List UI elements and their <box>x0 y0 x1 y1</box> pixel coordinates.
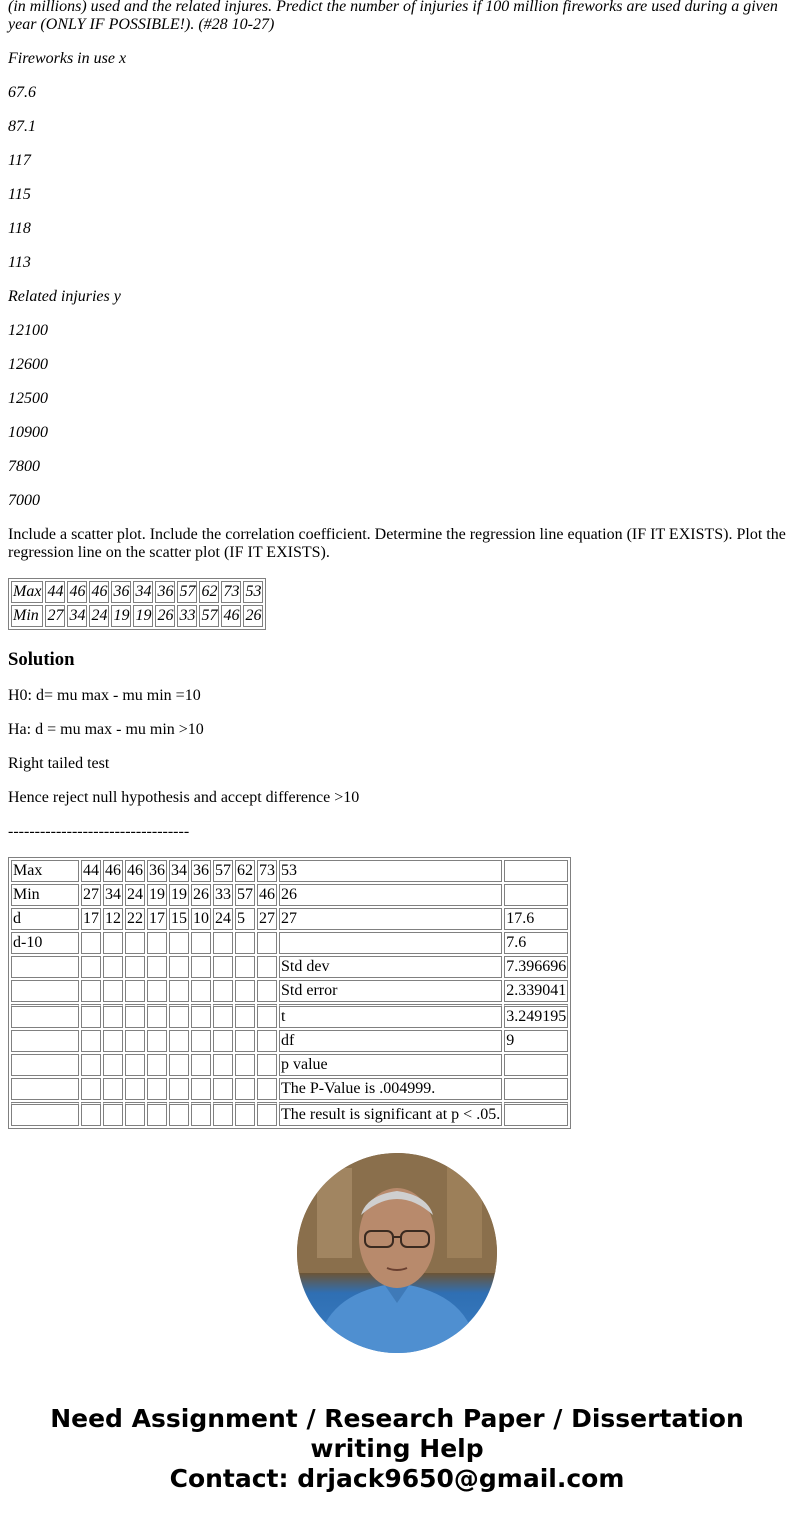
table-cell <box>504 884 568 906</box>
table-cell <box>81 1102 101 1126</box>
table-cell: 15 <box>169 908 189 930</box>
table-cell <box>11 980 79 1002</box>
table-cell <box>11 956 79 978</box>
table-cell: 10 <box>191 908 211 930</box>
table-cell: 46 <box>89 581 109 603</box>
table-cell <box>147 956 167 978</box>
table-cell: 62 <box>199 581 219 603</box>
table-cell <box>147 932 167 954</box>
table-cell <box>147 1102 167 1126</box>
table-cell: 12 <box>103 908 123 930</box>
table-cell <box>169 1030 189 1052</box>
table-cell: 36 <box>111 581 131 603</box>
table-cell <box>103 1102 123 1126</box>
table-cell <box>169 1054 189 1076</box>
alt-hypothesis: Ha: d = mu max - mu min >10 <box>8 721 204 738</box>
table-cell: 27 <box>81 884 101 906</box>
table-cell <box>81 956 101 978</box>
table-cell: 24 <box>125 884 145 906</box>
x-value: 115 <box>8 186 31 203</box>
table-cell <box>191 1054 211 1076</box>
table-cell: 46 <box>67 581 87 603</box>
table-cell <box>213 1054 233 1076</box>
solution-heading: Solution <box>8 649 75 670</box>
table-cell: 2.339041 <box>504 980 568 1002</box>
table-cell <box>235 1054 255 1076</box>
table-cell <box>257 1004 277 1028</box>
table-cell: 57 <box>177 581 197 603</box>
divider: ---------------------------------- <box>8 823 190 840</box>
y-value: 12600 <box>8 356 48 373</box>
x-value: 117 <box>8 152 31 169</box>
table-cell: 57 <box>235 884 255 906</box>
table-cell: p value <box>279 1054 502 1076</box>
table-cell: 46 <box>103 860 123 882</box>
promo-line: writing Help <box>310 1434 484 1463</box>
table-cell: 33 <box>177 605 197 627</box>
table-cell <box>504 1078 568 1100</box>
table-cell <box>103 932 123 954</box>
table-cell <box>103 1078 123 1100</box>
table-cell: 44 <box>45 581 65 603</box>
table-row <box>11 605 263 627</box>
table-cell <box>213 1030 233 1052</box>
table-cell <box>169 956 189 978</box>
table-cell <box>81 932 101 954</box>
table-cell: Std error <box>279 980 502 1002</box>
table-cell: 26 <box>155 605 175 627</box>
table-cell: 27 <box>257 908 277 930</box>
table-cell <box>235 956 255 978</box>
promo-banner <box>0 1404 794 1494</box>
table-cell <box>213 1004 233 1028</box>
max-min-table <box>8 578 266 630</box>
table-cell: 17 <box>81 908 101 930</box>
table-row <box>11 932 568 954</box>
y-label: Related injuries y <box>8 288 121 305</box>
table-cell <box>257 932 277 954</box>
x-value: 118 <box>8 220 31 237</box>
table-cell: t <box>279 1004 502 1028</box>
table-row <box>11 1102 568 1126</box>
table-cell <box>235 932 255 954</box>
table-cell <box>169 1102 189 1126</box>
table-cell <box>81 1030 101 1052</box>
table-cell: 36 <box>191 860 211 882</box>
table-cell: 46 <box>125 860 145 882</box>
table-row <box>11 956 568 978</box>
table-cell: 34 <box>169 860 189 882</box>
table-cell <box>11 1078 79 1100</box>
table-cell: 27 <box>279 908 502 930</box>
table-cell <box>169 932 189 954</box>
table-cell: Max <box>11 860 79 882</box>
table-cell: 26 <box>279 884 502 906</box>
null-hypothesis: H0: d= mu max - mu min =10 <box>8 687 201 704</box>
table-cell <box>103 1004 123 1028</box>
document-body <box>8 0 786 1129</box>
table-cell <box>81 1004 101 1028</box>
table-cell <box>125 1030 145 1052</box>
table-cell: 26 <box>243 605 263 627</box>
table-cell <box>191 932 211 954</box>
table-cell <box>213 956 233 978</box>
table-cell <box>213 932 233 954</box>
table-cell: 57 <box>199 605 219 627</box>
table-row <box>11 884 568 906</box>
table-cell <box>235 1102 255 1126</box>
table-cell: 53 <box>243 581 263 603</box>
table-cell <box>191 980 211 1002</box>
table-cell <box>103 980 123 1002</box>
table-cell: 36 <box>147 860 167 882</box>
table-cell <box>504 1102 568 1126</box>
calculation-table <box>8 857 571 1129</box>
table-row <box>11 860 568 882</box>
table-cell <box>125 932 145 954</box>
table-cell: 53 <box>279 860 502 882</box>
author-photo <box>297 1153 497 1353</box>
promo-contact: Contact: drjack9650@gmail.com <box>169 1464 625 1493</box>
table-row <box>11 908 568 930</box>
y-value: 7800 <box>8 458 40 475</box>
x-value: 67.6 <box>8 84 36 101</box>
table-cell <box>213 1078 233 1100</box>
table-cell: 22 <box>125 908 145 930</box>
table-cell: 17.6 <box>504 908 568 930</box>
table-cell <box>103 1054 123 1076</box>
question-instructions: Include a scatter plot. Include the correlation coefficient. Determine the regression line equation (IF IT EXISTS). Plot the regression line on the scatter plot (IF IT EXISTS). <box>8 526 786 561</box>
table-cell <box>103 956 123 978</box>
table-cell <box>81 1078 101 1100</box>
table-cell: 46 <box>221 605 241 627</box>
table-cell <box>147 980 167 1002</box>
table-cell <box>81 1054 101 1076</box>
table-cell: 44 <box>81 860 101 882</box>
table-cell <box>504 1054 568 1076</box>
table-cell <box>191 956 211 978</box>
table-row <box>11 581 263 603</box>
table-cell: The P-Value is .004999. <box>279 1078 502 1100</box>
table-cell <box>147 1004 167 1028</box>
y-value: 12100 <box>8 322 48 339</box>
table-cell: 46 <box>257 884 277 906</box>
table-row <box>11 1004 568 1028</box>
table-cell: Min <box>11 605 43 627</box>
table-cell: 73 <box>221 581 241 603</box>
table-cell <box>257 1102 277 1126</box>
table-cell <box>11 1054 79 1076</box>
table-cell <box>125 956 145 978</box>
table-cell: 24 <box>89 605 109 627</box>
table-cell <box>11 1030 79 1052</box>
table-cell: 7.396696 <box>504 956 568 978</box>
table-cell <box>235 980 255 1002</box>
table-cell <box>169 1004 189 1028</box>
table-cell: 7.6 <box>504 932 568 954</box>
table-cell: 34 <box>103 884 123 906</box>
x-label: Fireworks in use x <box>8 50 127 67</box>
table-row <box>11 980 568 1002</box>
y-value: 10900 <box>8 424 48 441</box>
table-cell <box>191 1078 211 1100</box>
table-cell <box>147 1030 167 1052</box>
table-cell <box>125 980 145 1002</box>
table-cell: Min <box>11 884 79 906</box>
table-cell <box>103 1030 123 1052</box>
table-cell <box>213 980 233 1002</box>
table-cell: The result is significant at p < .05. <box>279 1102 502 1126</box>
table-cell <box>257 980 277 1002</box>
table-cell <box>81 980 101 1002</box>
table-cell <box>191 1030 211 1052</box>
table-cell: d <box>11 908 79 930</box>
table-cell <box>235 1004 255 1028</box>
table-cell <box>125 1054 145 1076</box>
table-cell <box>257 1078 277 1100</box>
table-cell: Max <box>11 581 43 603</box>
table-cell: 73 <box>257 860 277 882</box>
table-cell <box>125 1102 145 1126</box>
table-cell: 26 <box>191 884 211 906</box>
table-cell: 3.249195 <box>504 1004 568 1028</box>
table-cell <box>279 932 502 954</box>
table-cell <box>191 1102 211 1126</box>
table-cell: Std dev <box>279 956 502 978</box>
table-row <box>11 1054 568 1076</box>
y-value: 7000 <box>8 492 40 509</box>
table-cell <box>147 1078 167 1100</box>
table-cell: 19 <box>147 884 167 906</box>
table-cell: 19 <box>111 605 131 627</box>
table-cell <box>11 1102 79 1126</box>
table-cell: 34 <box>67 605 87 627</box>
question-intro: (in millions) used and the related injures. Predict the number of injuries if 100 million fireworks are used during a given year (ONLY IF POSSIBLE!). (#28 10-27) <box>8 0 778 33</box>
x-value: 113 <box>8 254 31 271</box>
table-cell <box>125 1078 145 1100</box>
table-cell: 34 <box>133 581 153 603</box>
table-row <box>11 1078 568 1100</box>
table-cell: df <box>279 1030 502 1052</box>
table-cell: 19 <box>133 605 153 627</box>
y-value: 12500 <box>8 390 48 407</box>
x-value: 87.1 <box>8 118 36 135</box>
table-cell: 19 <box>169 884 189 906</box>
table-cell: 36 <box>155 581 175 603</box>
table-cell <box>257 1030 277 1052</box>
test-type: Right tailed test <box>8 755 110 772</box>
table-cell: d-10 <box>11 932 79 954</box>
table-cell: 33 <box>213 884 233 906</box>
table-cell <box>235 1078 255 1100</box>
table-cell <box>169 1078 189 1100</box>
person-portrait-icon <box>297 1153 497 1353</box>
avatar <box>297 1153 497 1353</box>
conclusion: Hence reject null hypothesis and accept difference >10 <box>8 789 360 806</box>
table-cell: 57 <box>213 860 233 882</box>
table-cell <box>213 1102 233 1126</box>
table-cell <box>257 956 277 978</box>
table-cell: 17 <box>147 908 167 930</box>
table-cell: 27 <box>45 605 65 627</box>
table-cell <box>11 1004 79 1028</box>
table-cell <box>147 1054 167 1076</box>
table-cell <box>125 1004 145 1028</box>
promo-line: Need Assignment / Research Paper / Dissertation <box>50 1404 744 1433</box>
table-cell <box>191 1004 211 1028</box>
table-cell <box>235 1030 255 1052</box>
table-row <box>11 1030 568 1052</box>
table-cell: 9 <box>504 1030 568 1052</box>
table-cell: 24 <box>213 908 233 930</box>
table-cell <box>169 980 189 1002</box>
table-cell <box>257 1054 277 1076</box>
table-cell: 62 <box>235 860 255 882</box>
table-cell <box>504 860 568 882</box>
table-cell: 5 <box>235 908 255 930</box>
